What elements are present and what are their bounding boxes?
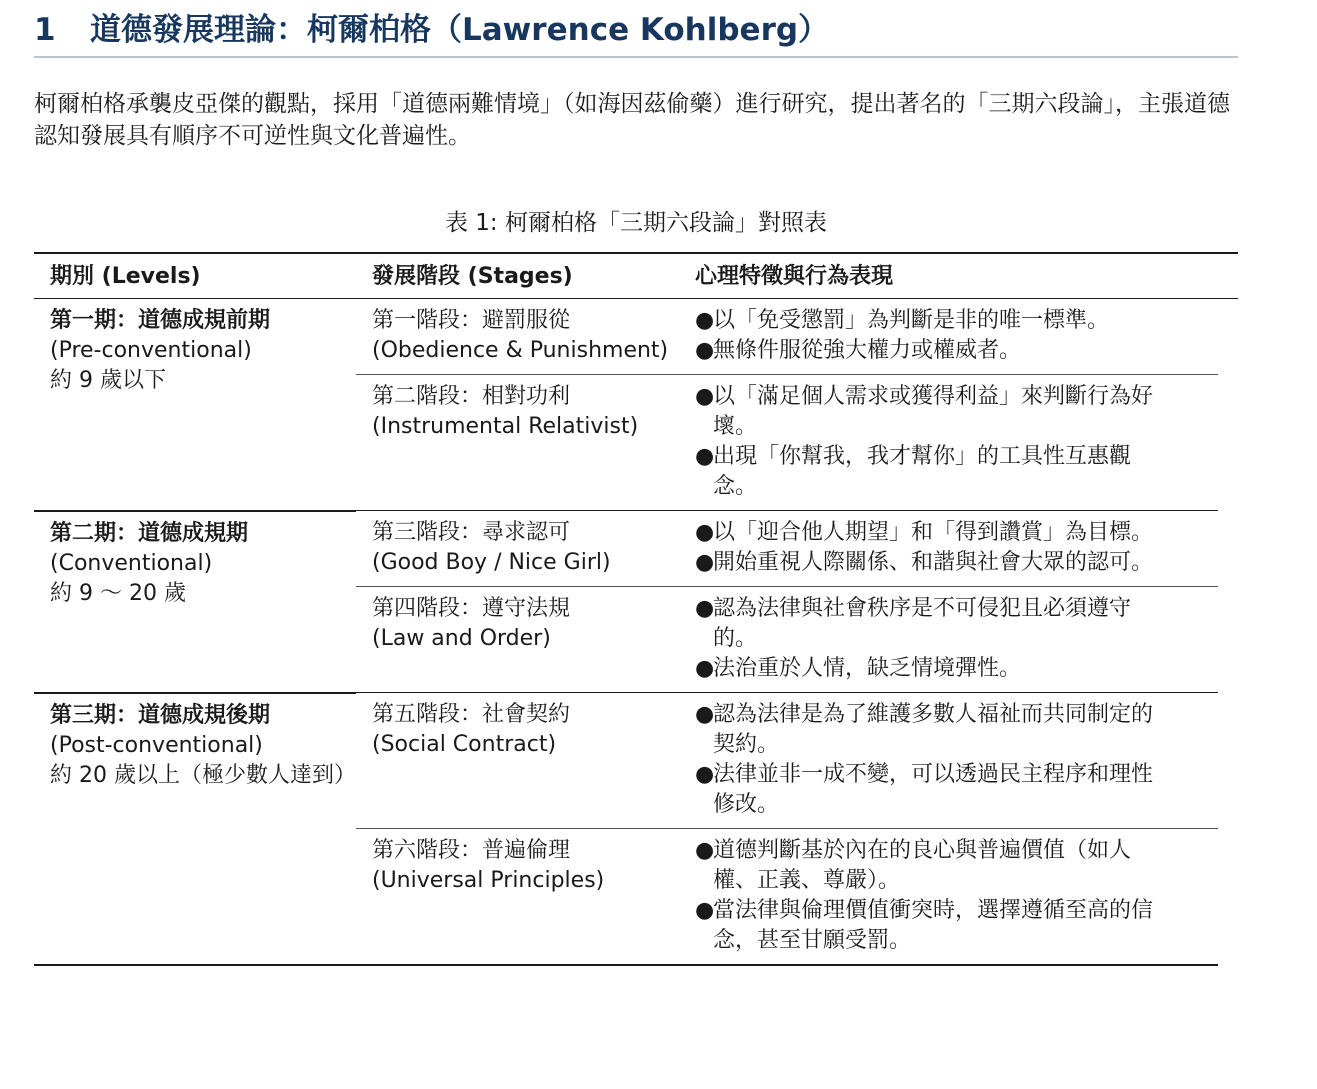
bullet-icon: ● (695, 838, 715, 863)
traits-list (695, 518, 1165, 578)
trait-text: 法律並非一成不變，可以透過民主程序和理性修改。 (713, 762, 1154, 817)
stage-name: 第五階段：社會契約 (372, 702, 571, 727)
stage-name: 第二階段：相對功利 (372, 384, 571, 409)
level-english: (Post-conventional) (50, 732, 263, 758)
trait-text: 認為法律是為了維護多數人福祉而共同制定的契約。 (713, 702, 1154, 757)
header-traits: 心理特徵與行為表現 (695, 264, 894, 289)
list-item (695, 700, 1165, 760)
list-item (695, 594, 1165, 654)
stage-name: 第四階段：遵守法規 (372, 596, 571, 621)
level-cell (34, 299, 356, 511)
stage-cell (356, 693, 679, 829)
section-heading (34, 0, 1238, 54)
stage-english: (Law and Order) (372, 626, 551, 651)
traits-cell (679, 829, 1238, 966)
stage-english: (Obedience & Punishment) (372, 338, 669, 363)
level-name: 第二期：道德成規期 (50, 520, 249, 546)
list-item (695, 382, 1165, 442)
list-item (695, 442, 1165, 502)
trait-text: 當法律與倫理價值衝突時，選擇遵循至高的信念，甚至甘願受罰。 (713, 898, 1154, 953)
trait-text: 無條件服從強大權力或權威者。 (713, 338, 1022, 363)
list-item (695, 896, 1165, 956)
stage-english: (Good Boy / Nice Girl) (372, 550, 611, 575)
traits-cell (679, 511, 1238, 587)
trait-text: 以「免受懲罰」為判斷是非的唯一標準。 (713, 308, 1110, 333)
stage-cell (356, 375, 679, 511)
trait-text: 認為法律與社會秩序是不可侵犯且必須遵守的。 (713, 596, 1132, 651)
traits-list (695, 382, 1165, 502)
traits-cell (679, 587, 1238, 693)
level-name: 第一期：道德成規前期 (50, 308, 271, 333)
list-item (695, 548, 1165, 578)
bullet-icon: ● (695, 308, 715, 333)
stage-english: (Social Contract) (372, 732, 557, 757)
traits-list (695, 700, 1165, 820)
stage-english: (Universal Principles) (372, 868, 605, 893)
stage-cell (356, 511, 679, 587)
header-levels: 期別 (Levels) (50, 264, 201, 289)
stage-cell (356, 587, 679, 693)
table-row (34, 693, 1238, 829)
traits-list (695, 836, 1165, 956)
stage-name: 第三階段：尋求認可 (372, 520, 571, 545)
level-cell (34, 693, 356, 966)
stage-english: (Instrumental Relativist) (372, 414, 639, 439)
bullet-icon: ● (695, 384, 715, 409)
list-item (695, 518, 1165, 548)
trait-text: 出現「你幫我，我才幫你」的工具性互惠觀念。 (713, 444, 1132, 499)
bullet-icon: ● (695, 444, 715, 469)
list-item (695, 760, 1165, 820)
level-english: (Conventional) (50, 550, 213, 576)
section-title: 道德發展理論：柯爾柏格（Lawrence Kohlberg） (90, 12, 830, 48)
section-number: 1 (34, 12, 56, 48)
traits-list (695, 594, 1165, 684)
trait-text: 以「滿足個人需求或獲得利益」來判斷行為好壞。 (713, 384, 1154, 439)
level-age: 約 9 〜 20 歲 (50, 580, 186, 606)
traits-cell (679, 375, 1238, 511)
bullet-icon: ● (695, 338, 715, 363)
level-age: 約 9 歲以下 (50, 368, 166, 393)
trait-text: 道德判斷基於內在的良心與普遍價值（如人權、正義、尊嚴）。 (713, 838, 1132, 893)
bullet-icon: ● (695, 596, 715, 621)
bullet-icon: ● (695, 520, 715, 545)
level-english: (Pre-conventional) (50, 338, 252, 363)
stage-cell (356, 299, 679, 375)
list-item (695, 836, 1165, 896)
heading-divider (34, 56, 1238, 58)
bullet-icon: ● (695, 702, 715, 727)
level-name: 第三期：道德成規後期 (50, 702, 271, 728)
trait-text: 法治重於人情，缺乏情境彈性。 (713, 656, 1022, 681)
trait-text: 開始重視人際關係、和諧與社會大眾的認可。 (713, 550, 1154, 575)
intro-paragraph: 柯爾柏格承襲皮亞傑的觀點，採用「道德兩難情境」（如海因茲偷藥）進行研究，提出著名的「三期六段論」，主張道德認知發展具有順序不可逆性與文化普遍性。 (34, 91, 1230, 149)
list-item (695, 336, 1165, 366)
table-row (34, 299, 1238, 375)
bullet-icon: ● (695, 762, 715, 787)
stage-name: 第六階段：普遍倫理 (372, 838, 571, 863)
bullet-icon: ● (695, 550, 715, 575)
table-row (34, 511, 1238, 587)
stage-cell (356, 829, 679, 966)
traits-cell (679, 299, 1238, 375)
traits-cell (679, 693, 1238, 829)
document-page (34, 0, 1238, 966)
list-item (695, 654, 1165, 684)
table-header-row (34, 253, 1238, 299)
traits-list (695, 306, 1165, 366)
trait-text: 以「迎合他人期望」和「得到讚賞」為目標。 (713, 520, 1154, 545)
table-caption: 表 1: 柯爾柏格「三期六段論」對照表 (444, 210, 827, 236)
bullet-icon: ● (695, 656, 715, 681)
header-stages: 發展階段 (Stages) (372, 264, 573, 289)
bullet-icon: ● (695, 898, 715, 923)
list-item (695, 306, 1165, 336)
level-cell (34, 511, 356, 693)
stage-name: 第一階段：避罰服從 (372, 308, 571, 333)
level-age: 約 20 歲以上（極少數人達到） (50, 762, 356, 788)
kohlberg-stages-table (34, 252, 1259, 966)
